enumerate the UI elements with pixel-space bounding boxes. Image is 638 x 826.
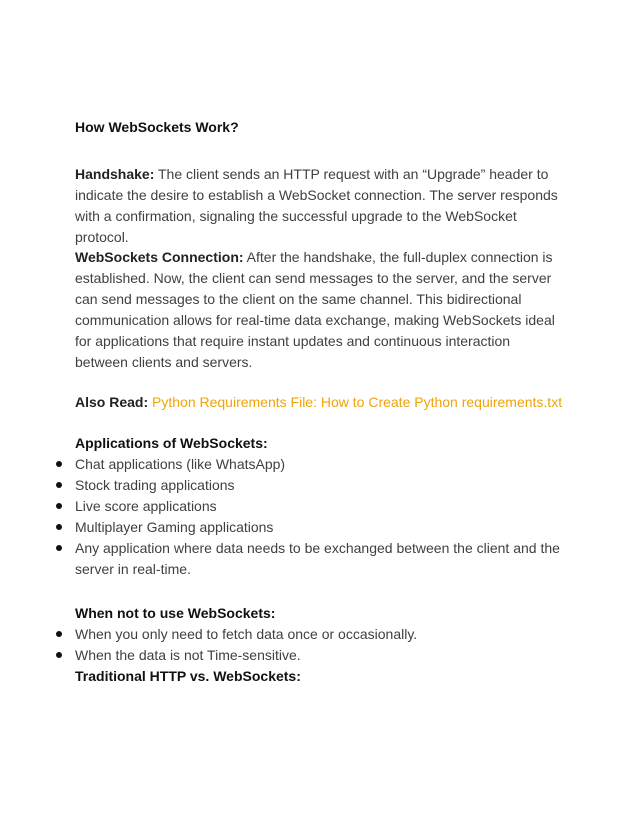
connection-label: WebSockets Connection: bbox=[75, 249, 244, 265]
when-not-list-container bbox=[75, 624, 565, 666]
applications-heading: Applications of WebSockets: bbox=[75, 435, 268, 451]
list-item: Live score applications bbox=[75, 496, 565, 517]
page-title: How WebSockets Work? bbox=[75, 119, 239, 135]
also-read-link[interactable]: Python Requirements File: How to Create Python requirements.txt bbox=[148, 394, 563, 410]
list-item: When you only need to fetch data once or occasionally. bbox=[75, 624, 565, 645]
list-item: Any application where data needs to be exchanged between the client and the server in real-time. bbox=[75, 538, 565, 580]
also-read-line bbox=[75, 392, 595, 413]
list-item: Multiplayer Gaming applications bbox=[75, 517, 565, 538]
list-item: When the data is not Time-sensitive. bbox=[75, 645, 565, 666]
also-read-label: Also Read: bbox=[75, 394, 149, 410]
bullet-icon bbox=[56, 482, 62, 488]
comparison-heading: Traditional HTTP vs. WebSockets: bbox=[75, 668, 301, 684]
when-not-list bbox=[75, 624, 565, 666]
bullet-icon bbox=[56, 503, 62, 509]
bullet-icon bbox=[56, 652, 62, 658]
connection-paragraph bbox=[75, 247, 565, 373]
handshake-text: The client sends an HTTP request with an “Upgrade” header to indicate the desire to establish a WebSocket connection. The server responds with a confirmation, signaling the successful upgrade to the WebSocket protocol. bbox=[75, 166, 558, 245]
applications-list-container bbox=[75, 454, 565, 580]
when-not-heading: When not to use WebSockets: bbox=[75, 605, 276, 621]
bullet-icon bbox=[56, 524, 62, 530]
applications-list bbox=[75, 454, 565, 580]
handshake-label: Handshake: bbox=[75, 166, 155, 182]
bullet-icon bbox=[56, 631, 62, 637]
bullet-icon bbox=[56, 545, 62, 551]
list-item: Stock trading applications bbox=[75, 475, 565, 496]
handshake-paragraph bbox=[75, 164, 565, 248]
bullet-icon bbox=[56, 461, 62, 467]
connection-text: After the handshake, the full-duplex connection is established. Now, the client can send messages to the server, and the server can send messages to the client on the same channel. This bidirectional communication allows for real-time data exchange, making WebSockets ideal for applications that require instant updates and continuous interaction between clients and servers. bbox=[75, 249, 555, 370]
list-item: Chat applications (like WhatsApp) bbox=[75, 454, 565, 475]
